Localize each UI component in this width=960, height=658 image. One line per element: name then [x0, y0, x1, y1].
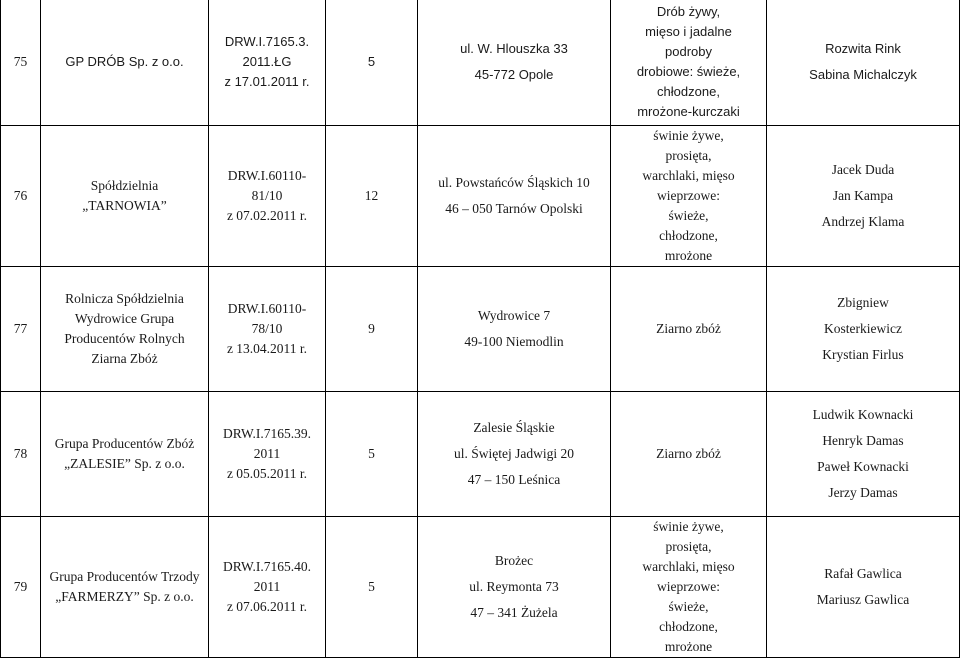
registration-number: DRW.I.60110- 81/10 z 07.02.2011 r. [209, 126, 326, 267]
row-number: 77 [1, 267, 41, 392]
registration-number: DRW.I.7165.40. 2011 z 07.06.2011 r. [209, 517, 326, 658]
member-count: 5 [326, 517, 418, 658]
representatives: Zbigniew Kosterkiewicz Krystian Firlus [767, 267, 960, 392]
registration-number: DRW.I.7165.39. 2011 z 05.05.2011 r. [209, 392, 326, 517]
group-name: Rolnicza Spółdzielnia Wydrowice Grupa Producentów Rolnych Ziarna Zbóż [41, 267, 209, 392]
address: ul. Powstańców Śląskich 10 46 – 050 Tarnów Opolski [418, 126, 611, 267]
registration-number: DRW.I.60110- 78/10 z 13.04.2011 r. [209, 267, 326, 392]
address: Zalesie Śląskie ul. Świętej Jadwigi 20 47 – 150 Leśnica [418, 392, 611, 517]
row-number: 76 [1, 126, 41, 267]
row-number: 79 [1, 517, 41, 658]
table-row [1, 126, 960, 267]
products: Ziarno zbóż [611, 392, 767, 517]
products: świnie żywe, prosięta, warchlaki, mięso wieprzowe: świeże, chłodzone, mrożone [611, 126, 767, 267]
representatives: Rafał Gawlica Mariusz Gawlica [767, 517, 960, 658]
member-count: 9 [326, 267, 418, 392]
registration-number: DRW.I.7165.3. 2011.ŁG z 17.01.2011 r. [209, 0, 326, 126]
representatives: Jacek Duda Jan Kampa Andrzej Klama [767, 126, 960, 267]
group-name: Spółdzielnia „TARNOWIA” [41, 126, 209, 267]
products: świnie żywe, prosięta, warchlaki, mięso wieprzowe: świeże, chłodzone, mrożone [611, 517, 767, 658]
representatives: Ludwik Kownacki Henryk Damas Paweł Kownacki Jerzy Damas [767, 392, 960, 517]
row-number: 78 [1, 392, 41, 517]
group-name: Grupa Producentów Trzody „FARMERZY” Sp. z o.o. [41, 517, 209, 658]
group-name: Grupa Producentów Zbóż „ZALESIE” Sp. z o.o. [41, 392, 209, 517]
member-count: 12 [326, 126, 418, 267]
address: ul. W. Hlouszka 33 45-772 Opole [418, 0, 611, 126]
row-number: 75 [1, 0, 41, 126]
address: Wydrowice 7 49-100 Niemodlin [418, 267, 611, 392]
address: Brożec ul. Reymonta 73 47 – 341 Żużela [418, 517, 611, 658]
table-row [1, 267, 960, 392]
table-row [1, 517, 960, 658]
table-row [1, 0, 960, 126]
products: Drób żywy, mięso i jadalne podroby drobiowe: świeże, chłodzone, mrożone-kurczaki [611, 0, 767, 126]
member-count: 5 [326, 0, 418, 126]
member-count: 5 [326, 392, 418, 517]
products: Ziarno zbóż [611, 267, 767, 392]
representatives: Rozwita Rink Sabina Michalczyk [767, 0, 960, 126]
group-name: GP DRÓB Sp. z o.o. [41, 0, 209, 126]
table-row [1, 392, 960, 517]
